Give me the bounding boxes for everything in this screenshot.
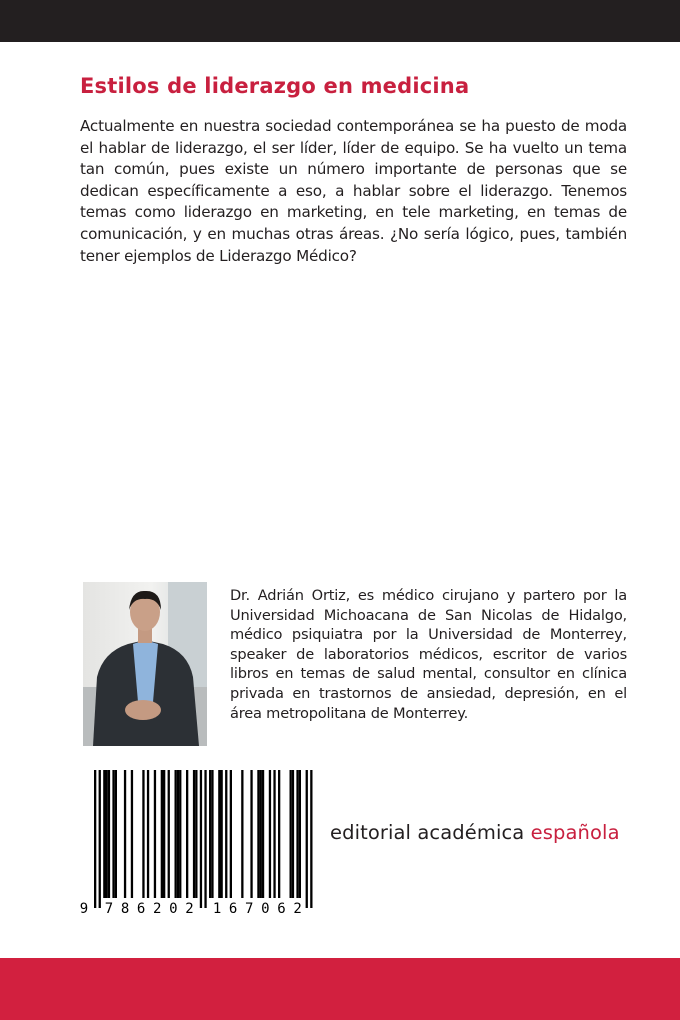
barcode-bar [175, 770, 177, 898]
barcode-digit: 0 [261, 901, 270, 917]
barcode-digit: 2 [185, 901, 194, 917]
publisher-name-accent: española [530, 821, 620, 844]
barcode-bar [154, 770, 156, 898]
barcode-bar [142, 770, 144, 898]
barcode-bar [103, 770, 105, 898]
publisher-logo [330, 821, 620, 844]
barcode-bar [163, 770, 165, 898]
barcode-bar [292, 770, 294, 898]
barcode-bar [250, 770, 252, 898]
barcode-bar [269, 770, 271, 898]
barcode-digit: 6 [228, 901, 238, 917]
barcode-bar [278, 770, 280, 898]
barcode-bar [290, 770, 292, 898]
barcode-bar [218, 770, 220, 898]
barcode-digit: 1 [212, 901, 222, 917]
barcode-bar [94, 770, 96, 908]
barcode-bar [168, 770, 170, 898]
barcode-bar [106, 770, 108, 898]
barcode-bar [273, 770, 275, 898]
barcode-bar [257, 770, 259, 898]
barcode-bar [200, 770, 202, 908]
barcode-digit: 0 [169, 901, 178, 917]
top-band [0, 0, 680, 42]
barcode-bar [195, 770, 197, 898]
barcode-bar [108, 770, 110, 898]
barcode-bar [299, 770, 301, 898]
barcode-bar [161, 770, 163, 898]
barcode-digit: 6 [277, 901, 286, 917]
isbn-barcode [80, 768, 320, 918]
barcode-bar [204, 770, 206, 908]
barcode-digit: 2 [293, 901, 302, 917]
barcode-bar [124, 770, 126, 898]
barcode-digit: 7 [245, 901, 254, 917]
barcode-bar [186, 770, 188, 898]
publisher-name: editorial académica [330, 821, 525, 844]
barcode-digit: 9 [80, 901, 89, 917]
author-bio: Dr. Adrián Ortiz, es médico cirujano y partero por la Universidad Michoacana de San Nicolas de Hidalgo, médico psiquiatra por la Universidad de Monterrey, speaker de laboratorios médicos, escritor de varios libros en temas de salud mental, consultor en clínica privada en trastornos de ansiedad, depresión, en el área metropolitana de Monterrey. [230, 587, 627, 722]
book-title: Estilos de liderazgo en medicina [80, 74, 470, 98]
barcode-digit: 2 [153, 901, 162, 917]
barcode-bar [177, 770, 179, 898]
barcode-bar [112, 770, 114, 898]
book-blurb: Actualmente en nuestra sociedad contemporánea se ha puesto de moda el hablar de liderazgo, el ser líder, líder de equipo. Se ha vuelto un tema tan común, pues existe un número importante de personas que se dedican específicamente a eso, a hablar sobre el liderazgo. Tenemos temas como liderazgo en marketing, en tele marketing, en temas de comunicación, y en muchas otras áreas. ¿No sería lógico, pues, también tener ejemplos de Liderazgo Médico? [80, 117, 627, 265]
barcode-digit: 8 [120, 901, 130, 917]
barcode-digit: 6 [136, 901, 146, 917]
barcode-bar [221, 770, 223, 898]
barcode-bar [260, 770, 262, 898]
barcode-bar [147, 770, 149, 898]
barcode-bar [115, 770, 117, 898]
barcode-bar [262, 770, 264, 898]
barcode-bar [296, 770, 298, 898]
barcode-bar [225, 770, 227, 898]
barcode-bar [99, 770, 101, 908]
barcode-bar [193, 770, 195, 898]
barcode-bar [209, 770, 211, 898]
barcode-bar [179, 770, 181, 898]
barcode-bar [310, 770, 312, 908]
bottom-band [0, 958, 680, 1020]
barcode-bar [131, 770, 133, 898]
barcode-bar [241, 770, 243, 898]
barcode-bar [230, 770, 232, 898]
barcode-digit: 7 [104, 901, 114, 917]
author-photo [83, 582, 207, 746]
barcode-bar [306, 770, 308, 908]
barcode-bar [211, 770, 213, 898]
